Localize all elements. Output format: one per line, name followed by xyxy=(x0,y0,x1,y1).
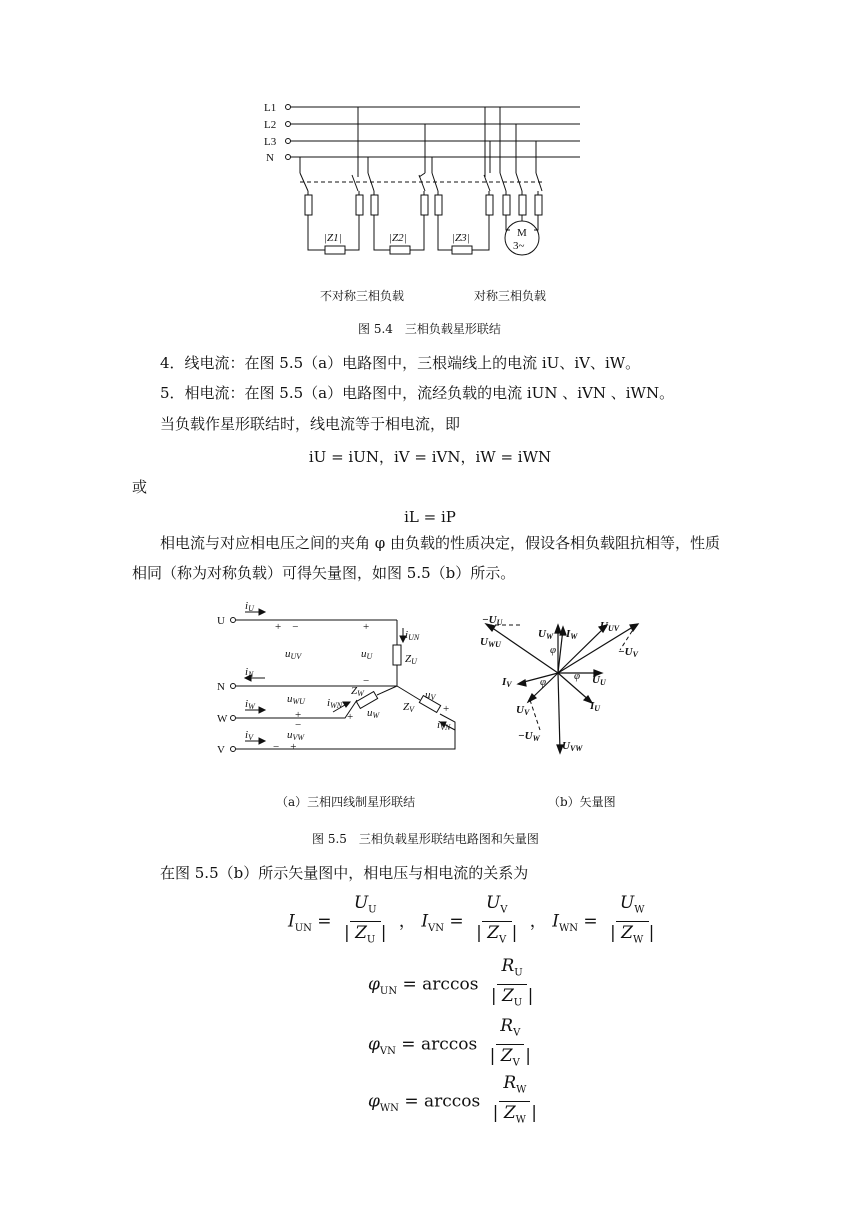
figure-5-4-caption: 图 5.4 三相负载星形联结 xyxy=(358,322,501,336)
svg-text:IU: IU xyxy=(590,700,601,713)
load-label-z3: |Z3| xyxy=(452,232,470,244)
line-label-l3: L3 xyxy=(264,136,277,148)
paragraph-star-connection: 当负载作星形联结时，线电流等于相电流，即 xyxy=(160,415,461,433)
svg-text:+: + xyxy=(443,703,450,715)
svg-text:UU: UU xyxy=(592,674,606,687)
formula-phi-un: $\varphi_{UN} = \arccos$ $\frac{R_U}{| Z_U |}$ xyxy=(368,956,534,1009)
svg-text:ZW: ZW xyxy=(351,685,364,698)
motor-label-phase: 3~ xyxy=(513,240,525,252)
load-label-z2: |Z2| xyxy=(389,232,407,244)
paragraph-angle-line2: 相同（称为对称负载）可得矢量图，如图 5.5（b）所示。 xyxy=(132,564,516,582)
svg-text:−UU: −UU xyxy=(482,614,503,627)
svg-text:φ: φ xyxy=(574,670,581,682)
paragraph-line-current: 4．线电流：在图 5.5（a）电路图中，三根端线上的电流 iU、iV、iW。 xyxy=(160,354,641,372)
svg-text:+: + xyxy=(347,711,354,723)
formula-current-magnitudes: $I_{UN}$ = $\frac{U_U}{| Z_U |}$ ， $I_{VN}$ = $\frac{U_V}{| Z_V |}$ ， $I_{WN}$ = $\frac{U_W}{| Z_W |}$ xyxy=(288,893,655,946)
svg-text:iUN: iUN xyxy=(405,629,420,642)
svg-text:iV: iV xyxy=(245,729,253,742)
label-balanced-load: 对称三相负载 xyxy=(474,289,547,303)
svg-text:φ: φ xyxy=(550,644,557,656)
svg-text:iVN: iVN xyxy=(437,719,451,732)
svg-text:uU: uU xyxy=(361,648,373,661)
svg-text:−: − xyxy=(295,719,302,731)
svg-text:+: + xyxy=(363,621,370,633)
svg-text:UVW: UVW xyxy=(562,740,583,753)
terminal-w: W xyxy=(217,713,228,725)
svg-text:IW: IW xyxy=(566,628,578,641)
svg-text:iWN: iWN xyxy=(327,697,343,710)
line-label-l1: L1 xyxy=(264,102,277,114)
svg-text:ZU: ZU xyxy=(405,653,417,666)
word-or: 或 xyxy=(132,478,148,496)
equation-il-ip: iL = iP xyxy=(404,508,456,526)
svg-text:IV: IV xyxy=(502,676,512,689)
paragraph-angle-line1: 相电流与对应相电压之间的夹角 φ 由负载的性质决定，假设各相负载阻抗相等，性质 xyxy=(160,534,721,552)
svg-text:−UW: −UW xyxy=(518,730,540,743)
figure-5-5a-subcaption: （a）三相四线制星形联结 xyxy=(276,795,416,809)
paragraph-phase-current: 5．相电流：在图 5.5（a）电路图中，流经负载的电流 iUN 、iVN 、iWN。 xyxy=(160,384,675,402)
figure-5-4-diagram xyxy=(260,95,600,310)
svg-text:uVW: uVW xyxy=(287,729,305,742)
line-label-l2: L2 xyxy=(264,119,277,131)
svg-text:iW: iW xyxy=(245,698,255,711)
svg-text:−UV: −UV xyxy=(618,646,638,659)
formula-phi-vn: $\varphi_{VN} = \arccos$ $\frac{R_V}{| Z_V |}$ xyxy=(368,1016,531,1069)
svg-text:uWU: uWU xyxy=(287,693,305,706)
label-unbalanced-load: 不对称三相负载 xyxy=(320,289,405,303)
terminal-u: U xyxy=(217,615,225,627)
svg-text:iN: iN xyxy=(245,666,254,679)
svg-text:+: + xyxy=(295,709,302,721)
motor-label-m: M xyxy=(517,227,527,239)
svg-text:UV: UV xyxy=(516,704,530,717)
load-label-z1: |Z1| xyxy=(324,232,342,244)
svg-text:UWU: UWU xyxy=(480,636,501,649)
equation-line-equals-phase: iU = iUN，iV = iVN，iW = iWN xyxy=(308,448,552,466)
figure-5-5b-phasor xyxy=(480,605,650,765)
terminal-v: V xyxy=(217,744,225,756)
terminal-n: N xyxy=(217,681,225,693)
svg-text:iU: iU xyxy=(245,600,254,613)
figure-5-5a-circuit xyxy=(215,600,465,765)
svg-text:uV: uV xyxy=(425,689,436,702)
svg-text:− +: − + xyxy=(273,741,297,753)
svg-text:uUV: uUV xyxy=(285,648,302,661)
svg-text:uW: uW xyxy=(367,707,380,720)
line-label-n: N xyxy=(266,152,274,164)
svg-text:−: − xyxy=(363,675,370,687)
svg-text:ZV: ZV xyxy=(403,701,415,714)
svg-text:+ −: + − xyxy=(275,621,299,633)
svg-text:UUV: UUV xyxy=(600,620,620,633)
figure-5-5b-subcaption: （b）矢量图 xyxy=(548,795,616,809)
paragraph-relation: 在图 5.5（b）所示矢量图中，相电压与相电流的关系为 xyxy=(160,864,529,882)
svg-text:φ: φ xyxy=(540,676,547,688)
formula-phi-wn: $\varphi_{WN} = \arccos$ $\frac{R_W}{| Z_W |}$ xyxy=(368,1073,538,1126)
svg-text:UW: UW xyxy=(538,628,554,641)
figure-5-5-caption: 图 5.5 三相负载星形联结电路图和矢量图 xyxy=(312,832,539,846)
